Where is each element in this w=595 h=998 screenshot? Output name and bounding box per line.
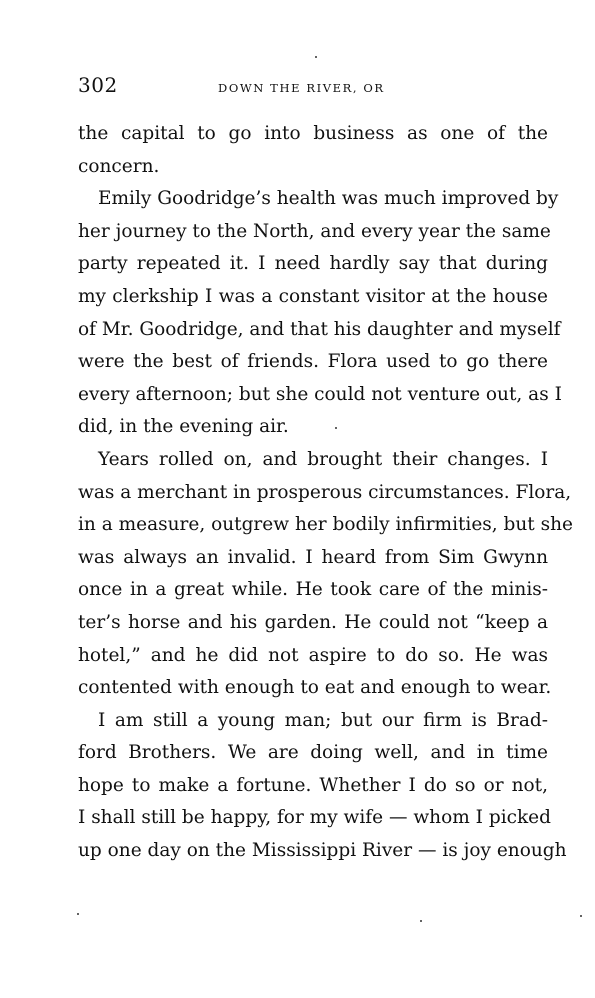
text-line: Emily Goodridge’s health was much improved by: [98, 188, 559, 210]
text-line: the capital to go into business as one of the: [78, 123, 548, 144]
text-line: concern.: [78, 155, 160, 177]
scan-speck: [420, 920, 422, 922]
text-line: contented with enough to eat and enough to wear.: [78, 677, 552, 699]
text-line: were the best of friends. Flora used to go there: [78, 351, 548, 373]
text-line: I shall still be happy, for my wife — whom I picked: [78, 807, 551, 829]
scan-speck: [77, 913, 79, 915]
text-line: did, in the evening air.: [78, 416, 289, 438]
page-number: 302: [78, 73, 118, 97]
text-line: once in a great while. He took care of the minis-: [78, 579, 548, 601]
text-line: hope to make a fortune. Whether I do so or not,: [78, 774, 548, 796]
page-header: [78, 73, 548, 103]
text-line: every afternoon; but she could not venture out, as I: [78, 383, 562, 405]
text-line: ford Brothers. We are doing well, and in time: [78, 742, 548, 764]
text-line: I am still a young man; but our firm is Brad-: [98, 709, 548, 731]
text-line: hotel,” and he did not aspire to do so. He was: [78, 644, 548, 666]
body-text: [78, 118, 573, 868]
scan-speck: [580, 915, 582, 917]
text-line: was always an invalid. I heard from Sim Gwynn: [78, 546, 548, 568]
text-line: up one day on the Mississippi River — is joy enough: [78, 840, 567, 862]
text-line: my clerkship I was a constant visitor at the house: [78, 285, 548, 307]
text-line: party repeated it. I need hardly say that during: [78, 253, 548, 275]
running-head: DOWN THE RIVER, OR: [218, 81, 385, 95]
text-line: of Mr. Goodridge, and that his daughter and myself: [78, 318, 561, 340]
scan-speck: [335, 427, 337, 429]
text-line: in a measure, outgrew her bodily infirmities, but she: [78, 514, 573, 536]
text-line: her journey to the North, and every year the same: [78, 220, 551, 242]
text-line: was a merchant in prosperous circumstances. Flora,: [78, 481, 572, 503]
text-line: ter’s horse and his garden. He could not “keep a: [78, 611, 548, 633]
scan-speck: [315, 56, 317, 58]
text-line: Years rolled on, and brought their changes. I: [98, 448, 548, 470]
